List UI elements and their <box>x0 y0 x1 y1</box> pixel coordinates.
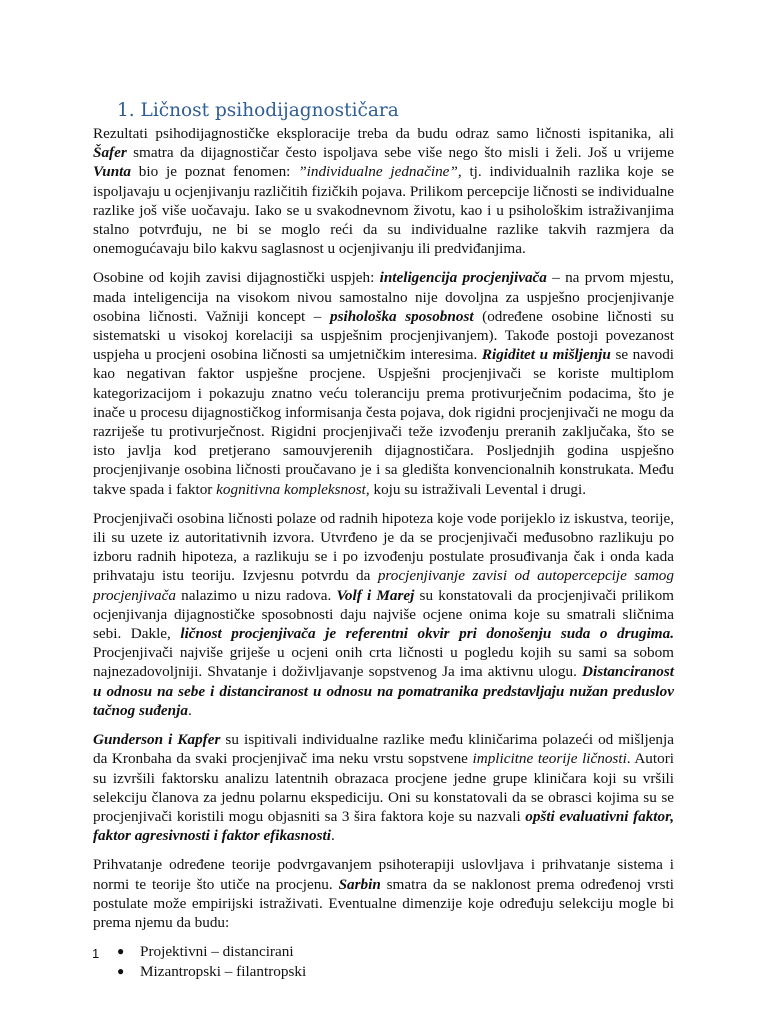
emphasis: Sarbin <box>338 875 381 893</box>
emphasis: Šafer <box>93 144 127 162</box>
text-run: Prihvatanje određene teorije podvrgavanjem psihoterapiji uslovljava i prihvatanje sistema i normi te teorije što utiče na procjenu. <box>93 856 674 893</box>
text-run: Procjenjivači osobina ličnosti polaze od radnih hipoteza koje vode porijeklo iz iskustva, teorije, ili su uzete iz autoritativnih izvora. Utvrđeno je da se procjenjivači međusobno razlikuju po izboru radnih hipoteza, a razlikuju se i po izvođenju postulate prosuđivanja čak i onda kada prihvataju istu teoriju. Izvjesnu potvrdu da <box>93 509 674 585</box>
emphasis: Distanciranost u odnosu na sebe i distanciranost u odnosu na pomatranika predstavljaju nužan preduslov tačnog suđenja <box>93 663 674 719</box>
paragraph-2 <box>93 268 674 498</box>
text-run: Procjenjivači najviše griješe u ocjeni onih crta ličnosti u pogledu kojih su sami sa sobom najnezadovoljniji. Shvatanje i doživljavanje sopstvenog Ja ima aktivnu ulogu. <box>93 644 674 681</box>
emphasis: inteligencija procjenjivača <box>379 269 547 287</box>
paragraph-5 <box>93 855 674 932</box>
italic-term: implicitne teorije ličnosti <box>472 750 627 768</box>
text-run: – na prvom mjestu, mada inteligencija na visokom nivou samostalno nije dovoljna za uspješno procjenjivanje osobina ličnosti. Važniji koncept – <box>93 269 674 325</box>
bullet-icon: ● <box>117 944 125 959</box>
italic-term: kognitivna kompleksnost <box>216 480 366 498</box>
emphasis: Volf i Marej <box>336 586 415 604</box>
text-run: su konstatovali da procjenjivači prilikom ocjenjivanja dijagnostičke sposobnosti daju najviše ocjene onima koje su smatrali sličnima sebi. Dakle, <box>93 586 674 643</box>
emphasis: ličnost procjenjivača je referentni okvir pri donošenju suda o drugima. <box>180 625 674 643</box>
text-run: , koju su istraživali Levental i drugi. <box>365 480 587 498</box>
list-item <box>93 942 674 962</box>
page-number: 1 <box>92 946 100 961</box>
document-body <box>93 124 674 982</box>
emphasis: Gunderson i Kapfer <box>93 731 221 749</box>
text-run: (određene osobine ličnosti su sistematski u visokoj korelaciji sa uspješnim procjenjivanjem). Takođe postoji povezanost uspjeha u procjeni osobina ličnosti sa umjetničkim interesima. <box>93 307 674 364</box>
emphasis: psihološka sposobnost <box>329 307 474 325</box>
paragraph-1 <box>93 124 674 258</box>
list-item <box>93 962 674 982</box>
italic-term: ”individualne jednačine” <box>298 163 458 181</box>
text-run: smatra da dijagnostičar često ispoljava sebe više nego što misli i želi. Još u vrijeme <box>126 144 674 162</box>
text-run: bio je poznat fenomen: <box>131 163 299 181</box>
paragraph-4 <box>93 730 674 845</box>
list-item-text: Projektivni – distancirani <box>140 943 294 961</box>
emphasis: Vunta <box>93 163 131 181</box>
text-run: , tj. individualnih razlika koje se ispoljavaju u ocjenjivanju različitih fizičkih pojava. Prilikom percepcije ličnosti se individualne razlike još više uočavaju. Iako se u svakodnevnom životu, kao i u psihološkim istraživanjima stalno potvrđuju, ne bi se moglo reći da su individualne razlike takvih razmjera da onemogućavaju bilo kakvu saglasnost u ocjenjivanju ili predviđanjima. <box>93 163 674 258</box>
text-run: se navodi kao negativan faktor uspješne procjene. Uspješni procjenjivači se koriste multiplom kategorizacijom i pokazuju znatno veću toleranciju prema protivurječnim podacima, što je inače u procesu dijagnostičkog informisanja česta pojava, dok rigidni procjenjivači ne mogu da razriješe tu protivurječnost. Rigidni procjenjivači teže izvođenju preranih zaključaka, što se isto javlja kod pretjerano samouvjerenih dijagnostičara. Posljednjih godina uspješno procjenjivanje osobina ličnosti proučavano je i sa gledišta konvencionalnih konstrukata. Među takve spada i faktor <box>93 346 675 498</box>
text-run: smatra da se naklonost prema određenoj vrsti postulate može empirijski istraživati. Eventualne dimenzije koje određuju selekciju mogle bi prema njemu da budu: <box>93 875 674 931</box>
section-heading: 1. Ličnost psihodijagnostičara <box>117 100 399 121</box>
bullet-list <box>93 942 674 982</box>
text-run: . <box>187 701 192 719</box>
bullet-icon: ● <box>117 964 125 979</box>
emphasis: Rigiditet u mišljenju <box>481 346 611 364</box>
list-item-text: Mizantropski – filantropski <box>140 963 307 981</box>
paragraph-3 <box>93 509 674 720</box>
emphasis: opšti evaluativni faktor, faktor agresivnosti i faktor efikasnosti <box>93 807 674 845</box>
text-run: . <box>330 827 335 845</box>
text-run: su ispitivali individualne razlike među kliničarima polazeći od mišljenja da Kronbaha da svaki procjenjivač ima neku vrstu sopstvene <box>93 731 674 768</box>
text-run: Osobine od kojih zavisi dijagnostički uspjeh: <box>93 269 380 287</box>
text-run: nalazimo u nizu radova. <box>175 586 337 604</box>
text-run: . Autori su izvršili faktorsku analizu latentnih obrazaca procjene jedne grupe kliničara koji su vršili selekciju članova za jednu polarnu ekspediciju. Oni su konstatovali da se obrasci kojima su se procjenjivači koristili mogu objasniti sa 3 šira faktora koje su nazvali <box>93 750 674 825</box>
text-run: Rezultati psihodijagnostičke eksploracije treba da budu odraz samo ličnosti ispitanika, ali <box>93 125 674 142</box>
italic-term: procjenjivanje zavisi od autopercepcije samog procjenjivača <box>93 567 674 604</box>
